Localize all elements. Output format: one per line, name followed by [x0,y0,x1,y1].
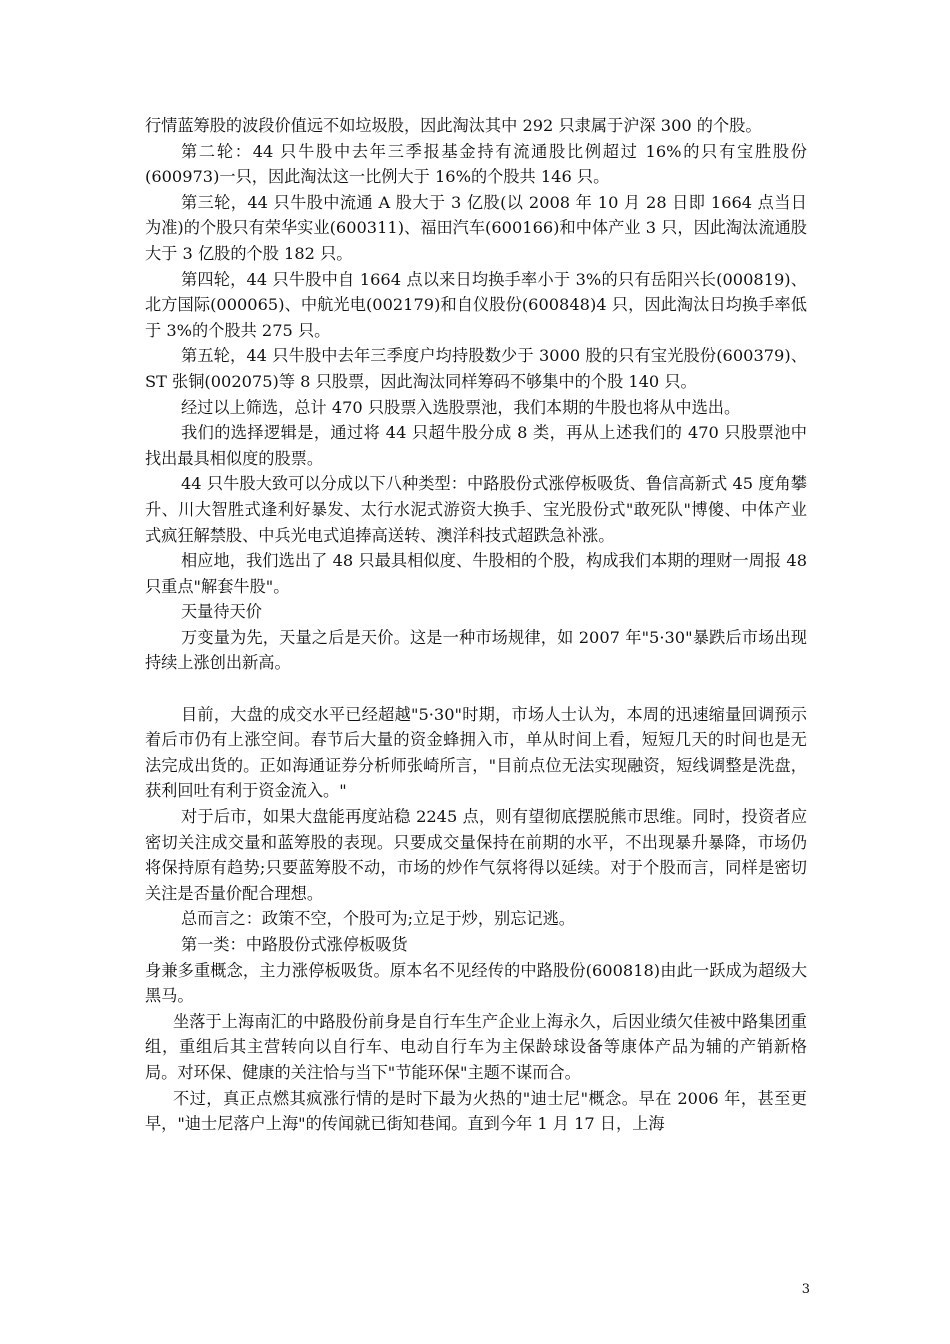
section-heading: 天量待天价 [181,602,262,622]
blank-line [145,676,807,702]
paragraph: 目前，大盘的成交水平已经超越"5·30"时期，市场人士认为，本周的迅速缩量回调预示着后市仍有上涨空间。春节后大量的资金蜂拥入市，单从时间上看，短短几天的时间也是无法完成出货的。正如海通证券分析师张崎所言，"目前点位无法实现融资，短线调整是洗盘，获利回吐有利于资金流入。" [145,704,807,801]
body-text [145,113,807,1137]
paragraph: 坐落于上海南汇的中路股份前身是自行车生产企业上海永久，后因业绩欠佳被中路集团重组，重组后其主营转向以自行车、电动自行车为主保龄球设备等康体产品为辅的产销新格局。对环保、健康的关注恰与当下"节能环保"主题不谋而合。 [145,1011,807,1082]
paragraph: 第五轮，44 只牛股中去年三季度户均持股数少于 3000 股的只有宝光股份(600379)、ST 张铜(002075)等 8 只股票，因此淘汰同样筹码不够集中的个股 140 只。 [145,346,807,391]
paragraph: 不过，真正点燃其疯涨行情的是时下最为火热的"迪士尼"概念。早在 2006 年，甚至更早，"迪士尼落户上海"的传闻就已街知巷闻。直到今年 1 月 17 日，上海 [145,1088,807,1134]
paragraph-categories: 44 只牛股大致可以分成以下八种类型：中路股份式涨停板吸货、鲁信高新式 45 度角攀升、川大智胜式逢利好暴发、太行水泥式游资大换手、宝光股份式"敢死队"博傻、中体产业式疯狂解禁股、中兵光电式追捧高送转、澳洋科技式超跌急补涨。 [145,474,807,545]
paragraph: 第二轮：44 只牛股中去年三季报基金持有流通股比例超过 16%的只有宝胜股份(600973)一只，因此淘汰这一比例大于 16%的个股共 146 只。 [145,141,807,187]
paragraph: 身兼多重概念，主力涨停板吸货。原本名不见经传的中路股份(600818)由此一跃成为超级大黑马。 [145,960,807,1006]
paragraph: 相应地，我们选出了 48 只最具相似度、牛股相的个股，构成我们本期的理财一周报 48 只重点"解套牛股"。 [145,551,807,596]
paragraph: 对于后市，如果大盘能再度站稳 2245 点，则有望彻底摆脱熊市思维。同时，投资者应密切关注成交量和蓝筹股的表现。只要成交量保持在前期的水平，不出现暴升暴降，市场仍将保持原有趋势;只要蓝筹股不动，市场的炒作气氛将得以延续。对于个股而言，同样是密切关注是否量价配合理想。 [145,807,807,903]
paragraph: 行情蓝筹股的波段价值远不如垃圾股，因此淘汰其中 292 只隶属于沪深 300 的个股。 [145,116,762,135]
section-heading: 第一类：中路股份式涨停板吸货 [181,935,408,954]
paragraph: 第四轮，44 只牛股中自 1664 点以来日均换手率小于 3%的只有岳阳兴长(000819)、北方国际(000065)、中航光电(002179)和自仪股份(600848)4 只，因此淘汰日均换手率低于 3%的个股共 275 只。 [145,269,807,340]
paragraph: 万变量为先，天量之后是天价。这是一种市场规律，如 2007 年"5·30"暴跌后市场出现持续上涨创出新高。 [145,627,807,673]
paragraph: 总而言之：政策不空，个股可为;立足于炒，别忘记逃。 [181,909,575,929]
paragraph: 经过以上筛选，总计 470 只股票入选股票池，我们本期的牛股也将从中选出。 [181,397,741,417]
paragraph: 第三轮，44 只牛股中流通 A 股大于 3 亿股(以 2008 年 10 月 28 日即 1664 点当日为准)的个股只有荣华实业(600311)、福田汽车(600166)和中体产业 3 只，因此淘汰流通股大于 3 亿股的个股 182 只。 [145,192,807,263]
paragraph: 我们的选择逻辑是，通过将 44 只超牛股分成 8 类，再从上述我们的 470 只股票池中找出最具相似度的股票。 [145,423,807,468]
page-number: 3 [801,1282,810,1297]
